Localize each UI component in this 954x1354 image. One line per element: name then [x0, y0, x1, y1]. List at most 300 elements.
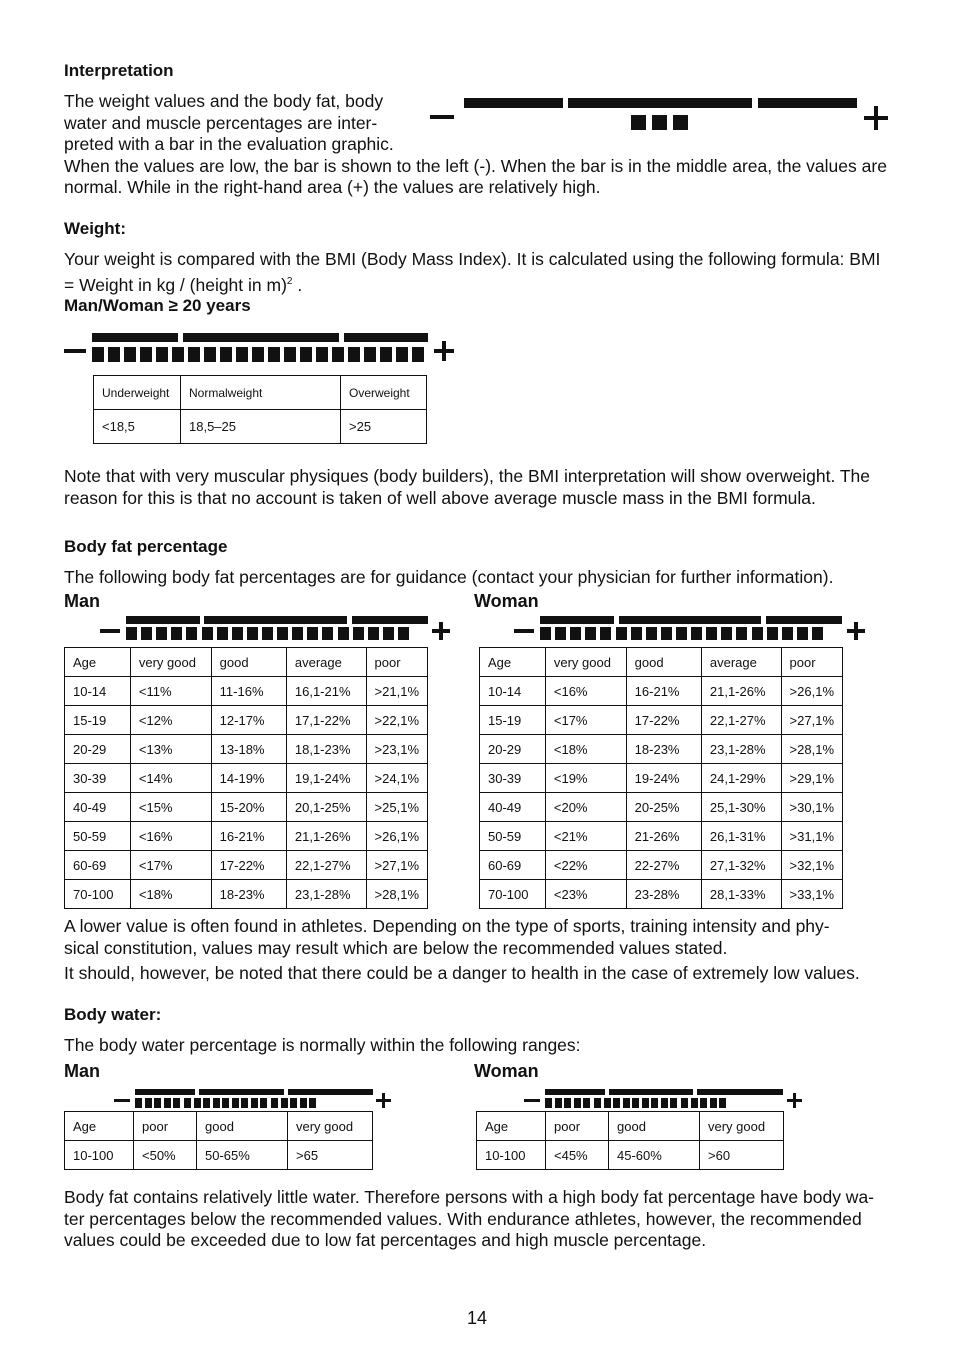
table-cell: >26,1%	[781, 677, 842, 706]
scale-segment	[154, 1098, 161, 1108]
table-cell: 23-28%	[626, 880, 701, 909]
text-line: ter percentages below the recommended values. With endurance athletes, however, the recommended	[64, 1208, 862, 1229]
body-fat-woman-table	[479, 647, 843, 909]
segment-scale	[540, 627, 823, 640]
text-line: preted with a bar in the evaluation graphic.	[64, 134, 394, 154]
scale-segment	[348, 347, 360, 362]
scale-segment	[92, 347, 104, 362]
scale-segment	[251, 1098, 258, 1108]
body-water-heading: Body water:	[64, 1005, 162, 1024]
scale-segment	[260, 1098, 267, 1108]
table-cell: 60-69	[480, 851, 546, 880]
minus-icon	[514, 629, 534, 633]
table-cell: 30-39	[480, 764, 546, 793]
scale-segment	[797, 627, 808, 640]
scale-segment	[564, 1098, 571, 1108]
text-line: It should, however, be noted that there could be a danger to health in the case of extremely low values.	[64, 963, 860, 983]
scale-segment	[368, 627, 379, 640]
bmi-note	[64, 466, 870, 509]
table-header: poor	[366, 648, 427, 677]
range-bar-low	[540, 616, 614, 624]
table-cell: 50-59	[65, 822, 131, 851]
scale-segment	[383, 627, 394, 640]
scale-segment	[126, 627, 137, 640]
text-line: values could be exceeded due to low fat percentages and high muscle percentage.	[64, 1230, 707, 1250]
table-cell: 11-16%	[211, 677, 286, 706]
range-bar-normal	[619, 616, 761, 624]
text-line: Body fat contains relatively little water. Therefore persons with a high body fat percentage have body wa-	[64, 1187, 874, 1207]
range-bar-low	[135, 1089, 195, 1095]
text-line: normal. While in the right-hand area (+) the values are relatively high.	[64, 177, 601, 197]
table-header: Age	[65, 648, 131, 677]
scale-segment	[292, 627, 303, 640]
table-row	[480, 764, 843, 793]
scale-segment	[172, 347, 184, 362]
scale-segment	[676, 627, 687, 640]
table-cell: 10-14	[65, 677, 131, 706]
segment-group	[271, 1098, 316, 1108]
scale-segment	[124, 347, 136, 362]
scale-segment	[203, 1098, 210, 1108]
table-cell: >22,1%	[366, 706, 427, 735]
scale-segment	[782, 627, 793, 640]
range-bar-normal	[204, 616, 347, 624]
scale-segment	[194, 1098, 201, 1108]
table-header: good	[211, 648, 286, 677]
scale-segment	[322, 627, 333, 640]
segment-group	[135, 1098, 180, 1108]
scale-segment	[631, 627, 642, 640]
table-cell: >27,1%	[366, 851, 427, 880]
scale-segment	[156, 627, 167, 640]
table-cell: 50-65%	[197, 1141, 288, 1170]
scale-segment	[752, 627, 763, 640]
range-bar-normal	[609, 1089, 693, 1095]
segment-scale	[135, 1098, 316, 1108]
scale-segment	[604, 1098, 611, 1108]
table-row	[65, 851, 428, 880]
table-cell: >60	[700, 1141, 784, 1170]
table-cell: <16%	[545, 677, 626, 706]
table-cell: 18,1-23%	[286, 735, 366, 764]
range-bar-normal	[568, 98, 752, 108]
table-cell: 15-20%	[211, 793, 286, 822]
minus-icon	[114, 1099, 130, 1102]
table-header: Normalweight	[181, 376, 341, 410]
plus-icon	[787, 1093, 802, 1108]
range-bar-high	[766, 616, 842, 624]
table-row	[65, 677, 428, 706]
table-cell: <50%	[134, 1141, 197, 1170]
scale-segment	[281, 1098, 288, 1108]
table-cell: 21,1-26%	[701, 677, 781, 706]
scale-segment	[670, 1098, 677, 1108]
scale-segment	[767, 627, 778, 640]
table-cell: 28,1-33%	[701, 880, 781, 909]
scale-segment	[247, 627, 258, 640]
table-header: good	[197, 1112, 288, 1141]
table-cell: >27,1%	[781, 706, 842, 735]
table-cell: 50-59	[480, 822, 546, 851]
table-cell: >33,1%	[781, 880, 842, 909]
table-header: good	[626, 648, 701, 677]
body-water-man-label: Man	[64, 1061, 100, 1081]
segment-group	[540, 627, 611, 640]
body-fat-man-table	[64, 647, 428, 909]
table-cell: 12-17%	[211, 706, 286, 735]
segment-group	[594, 1098, 677, 1108]
table-cell: <18%	[130, 880, 211, 909]
scale-segment	[135, 1098, 142, 1108]
table-cell: 22-27%	[626, 851, 701, 880]
scale-segment	[613, 1098, 620, 1108]
table-cell: 18-23%	[211, 880, 286, 909]
text-line: A lower value is often found in athletes. Depending on the type of sports, training intensity and phy-	[64, 916, 830, 936]
scale-segment	[140, 347, 152, 362]
scale-segment	[277, 627, 288, 640]
segment-group	[92, 347, 184, 362]
formula-text: = Weight in kg / (height in m)	[64, 274, 287, 295]
table-header: Underweight	[94, 376, 181, 410]
table-cell: >31,1%	[781, 822, 842, 851]
text-line: When the values are low, the bar is shown to the left (-). When the bar is in the middle area, the values are	[64, 155, 887, 176]
scale-segment	[171, 627, 182, 640]
table-cell: 10-100	[477, 1141, 546, 1170]
segment-group	[681, 1098, 726, 1108]
table-cell: <12%	[130, 706, 211, 735]
scale-segment	[632, 1098, 639, 1108]
table-cell: <45%	[546, 1141, 609, 1170]
formula-end: .	[292, 274, 303, 295]
table-cell: 27,1-32%	[701, 851, 781, 880]
scale-segment	[156, 347, 168, 362]
table-cell: 10-100	[65, 1141, 134, 1170]
table-cell: <22%	[545, 851, 626, 880]
weight-text	[64, 249, 880, 296]
plus-icon	[432, 622, 450, 640]
body-fat-man-label: Man	[64, 591, 100, 611]
scale-segment	[545, 1098, 552, 1108]
table-cell: <18%	[545, 735, 626, 764]
scale-segment	[721, 627, 732, 640]
scale-segment	[642, 1098, 649, 1108]
scale-segment	[186, 627, 197, 640]
table-cell: >23,1%	[366, 735, 427, 764]
segment-scale	[545, 1098, 726, 1108]
scale-segment	[213, 1098, 220, 1108]
table-cell: 70-100	[65, 880, 131, 909]
text-line: Your weight is compared with the BMI (Body Mass Index). It is calculated using the following formula: BMI	[64, 249, 881, 269]
scale-segment	[661, 627, 672, 640]
table-cell: >29,1%	[781, 764, 842, 793]
scale-segment	[232, 1098, 239, 1108]
segment-group	[545, 1098, 590, 1108]
range-bar-normal	[199, 1089, 284, 1095]
text-line	[64, 271, 880, 296]
scale-segment	[300, 347, 312, 362]
table-cell: >25	[341, 410, 427, 444]
range-bar-low	[464, 98, 563, 108]
range-bar-high	[352, 616, 428, 624]
scale-segment	[184, 1098, 191, 1108]
table-cell: <20%	[545, 793, 626, 822]
body-water-man-table	[64, 1111, 373, 1170]
table-cell: >28,1%	[366, 880, 427, 909]
table-cell: 24,1-29%	[701, 764, 781, 793]
scale-segment	[164, 1098, 171, 1108]
scale-segment	[540, 627, 551, 640]
scale-segment	[353, 627, 364, 640]
plus-icon	[434, 341, 454, 361]
bmi-table	[93, 375, 427, 444]
table-cell: 17,1-22%	[286, 706, 366, 735]
scale-segment	[719, 1098, 726, 1108]
table-row	[65, 735, 428, 764]
scale-segment	[307, 627, 318, 640]
table-row	[65, 822, 428, 851]
scale-segment	[681, 1098, 688, 1108]
table-cell: <19%	[545, 764, 626, 793]
table-header: very good	[700, 1112, 784, 1141]
table-cell: 20-29	[65, 735, 131, 764]
table-cell: 17-22%	[626, 706, 701, 735]
segment-scale	[126, 627, 409, 640]
table-header: good	[609, 1112, 700, 1141]
scale-segment	[290, 1098, 297, 1108]
table-cell: 22,1-27%	[701, 706, 781, 735]
table-cell: 25,1-30%	[701, 793, 781, 822]
scale-segment	[217, 627, 228, 640]
range-bar-high	[344, 333, 428, 342]
table-cell: 17-22%	[211, 851, 286, 880]
table-cell: <15%	[130, 793, 211, 822]
table-header: very good	[545, 648, 626, 677]
table-cell: 23,1-28%	[701, 735, 781, 764]
table-row	[480, 880, 843, 909]
scale-segment	[316, 347, 328, 362]
scale-segment	[691, 1098, 698, 1108]
table-row	[65, 793, 428, 822]
text-line: water and muscle percentages are inter-	[64, 112, 378, 133]
scale-segment	[583, 1098, 590, 1108]
scale-segment	[188, 347, 200, 362]
table-header: poor	[546, 1112, 609, 1141]
table-cell: 10-14	[480, 677, 546, 706]
scale-segment	[700, 1098, 707, 1108]
segment-group	[752, 627, 823, 640]
table-cell: 26,1-31%	[701, 822, 781, 851]
range-bar-high	[288, 1089, 373, 1095]
table-header: average	[701, 648, 781, 677]
table-cell: 20-29	[480, 735, 546, 764]
minus-icon	[430, 115, 454, 119]
body-water-woman-table	[476, 1111, 784, 1170]
table-cell: >30,1%	[781, 793, 842, 822]
scale-segment	[108, 347, 120, 362]
segment-scale	[92, 347, 424, 362]
text-line: Note that with very muscular physiques (body builders), the BMI interpretation will show overweight. The	[64, 466, 871, 486]
scale-segment	[338, 627, 349, 640]
table-header: very good	[288, 1112, 373, 1141]
scale-segment	[141, 627, 152, 640]
plus-icon	[376, 1093, 391, 1108]
scale-segment	[380, 347, 392, 362]
table-row	[480, 793, 843, 822]
table-cell: 21-26%	[626, 822, 701, 851]
table-cell: 60-69	[65, 851, 131, 880]
scale-segment	[232, 627, 243, 640]
range-bar-low	[92, 333, 178, 342]
table-cell: 16-21%	[626, 677, 701, 706]
range-bar-high	[758, 98, 857, 108]
scale-segment	[204, 347, 216, 362]
scale-segment	[284, 347, 296, 362]
table-cell: >28,1%	[781, 735, 842, 764]
scale-segment	[736, 627, 747, 640]
table-row	[65, 880, 428, 909]
weight-subheading: Man/Woman ≥ 20 years	[64, 296, 251, 315]
range-bar-normal	[183, 333, 339, 342]
segment-group	[348, 347, 424, 362]
scale-segment	[574, 1098, 581, 1108]
table-cell: <23%	[545, 880, 626, 909]
table-header: Age	[65, 1112, 134, 1141]
table-cell: 18-23%	[626, 735, 701, 764]
scale-segment	[710, 1098, 717, 1108]
table-cell: 22,1-27%	[286, 851, 366, 880]
table-row	[480, 706, 843, 735]
table-cell: >25,1%	[366, 793, 427, 822]
page-number: 14	[466, 1308, 488, 1328]
minus-icon	[524, 1099, 540, 1102]
plus-icon	[864, 106, 888, 130]
scale-segment	[236, 347, 248, 362]
table-cell: 19-24%	[626, 764, 701, 793]
scale-segment	[661, 1098, 668, 1108]
body-fat-heading: Body fat percentage	[64, 537, 228, 556]
table-row	[480, 851, 843, 880]
table-cell: <18,5	[94, 410, 181, 444]
scale-segment	[398, 627, 409, 640]
scale-segment	[300, 1098, 307, 1108]
scale-segment	[396, 347, 408, 362]
segment-group	[616, 627, 747, 640]
range-bar-low	[126, 616, 200, 624]
scale-segment	[222, 1098, 229, 1108]
table-row	[480, 735, 843, 764]
table-header: poor	[134, 1112, 197, 1141]
scale-segment	[812, 627, 823, 640]
table-row	[480, 822, 843, 851]
table-row	[65, 764, 428, 793]
scale-segment	[202, 627, 213, 640]
scale-segment	[309, 1098, 316, 1108]
indicator-segment	[631, 115, 646, 130]
table-cell: 70-100	[480, 880, 546, 909]
table-cell: >32,1%	[781, 851, 842, 880]
segment-group	[126, 627, 197, 640]
segment-group	[202, 627, 333, 640]
formula-exponent: 2	[286, 275, 293, 287]
table-cell: 13-18%	[211, 735, 286, 764]
table-cell: <21%	[545, 822, 626, 851]
scale-segment	[364, 347, 376, 362]
scale-segment	[145, 1098, 152, 1108]
table-cell: >24,1%	[366, 764, 427, 793]
plus-icon	[847, 622, 865, 640]
minus-icon	[100, 629, 120, 633]
scale-segment	[271, 1098, 278, 1108]
table-header: Overweight	[341, 376, 427, 410]
scale-segment	[241, 1098, 248, 1108]
table-cell: 20,1-25%	[286, 793, 366, 822]
table-cell: <11%	[130, 677, 211, 706]
table-cell: >21,1%	[366, 677, 427, 706]
table-row	[65, 706, 428, 735]
range-bar-low	[545, 1089, 605, 1095]
table-header: average	[286, 648, 366, 677]
table-header: Age	[480, 648, 546, 677]
scale-segment	[646, 627, 657, 640]
table-cell: 40-49	[65, 793, 131, 822]
table-cell: 45-60%	[609, 1141, 700, 1170]
scale-segment	[332, 347, 344, 362]
scale-segment	[651, 1098, 658, 1108]
body-water-intro: The body water percentage is normally within the following ranges:	[64, 1035, 581, 1055]
minus-icon	[64, 349, 86, 353]
scale-segment	[252, 347, 264, 362]
table-cell: 40-49	[480, 793, 546, 822]
scale-segment	[262, 627, 273, 640]
segment-group	[188, 347, 344, 362]
scale-segment	[616, 627, 627, 640]
table-cell: >65	[288, 1141, 373, 1170]
range-bar-high	[697, 1089, 783, 1095]
table-header: very good	[130, 648, 211, 677]
body-fat-intro: The following body fat percentages are for guidance (contact your physician for further information).	[64, 567, 834, 587]
table-cell: 30-39	[65, 764, 131, 793]
table-cell: 19,1-24%	[286, 764, 366, 793]
weight-heading: Weight:	[64, 219, 127, 238]
body-water-note	[64, 1187, 874, 1252]
table-cell: 16,1-21%	[286, 677, 366, 706]
scale-segment	[594, 1098, 601, 1108]
body-water-woman-label: Woman	[474, 1061, 539, 1081]
scale-segment	[555, 1098, 562, 1108]
scale-segment	[173, 1098, 180, 1108]
table-cell: <17%	[130, 851, 211, 880]
table-cell: 15-19	[480, 706, 546, 735]
table-cell: <17%	[545, 706, 626, 735]
table-cell: <16%	[130, 822, 211, 851]
scale-segment	[412, 347, 424, 362]
scale-segment	[220, 347, 232, 362]
interpretation-heading: Interpretation	[64, 61, 174, 80]
scale-segment	[585, 627, 596, 640]
text-line: The weight values and the body fat, body	[64, 91, 384, 111]
scale-segment	[706, 627, 717, 640]
scale-segment	[691, 627, 702, 640]
table-cell: 16-21%	[211, 822, 286, 851]
text-line: reason for this is that no account is taken of well above average muscle mass in the BMI formula.	[64, 487, 816, 508]
segment-group	[184, 1098, 267, 1108]
table-cell: 18,5–25	[181, 410, 341, 444]
scale-segment	[570, 627, 581, 640]
table-cell: <13%	[130, 735, 211, 764]
table-cell: 20-25%	[626, 793, 701, 822]
text-line: sical constitution, values may result which are below the recommended values stated.	[64, 937, 728, 958]
indicator-segment	[652, 115, 667, 130]
